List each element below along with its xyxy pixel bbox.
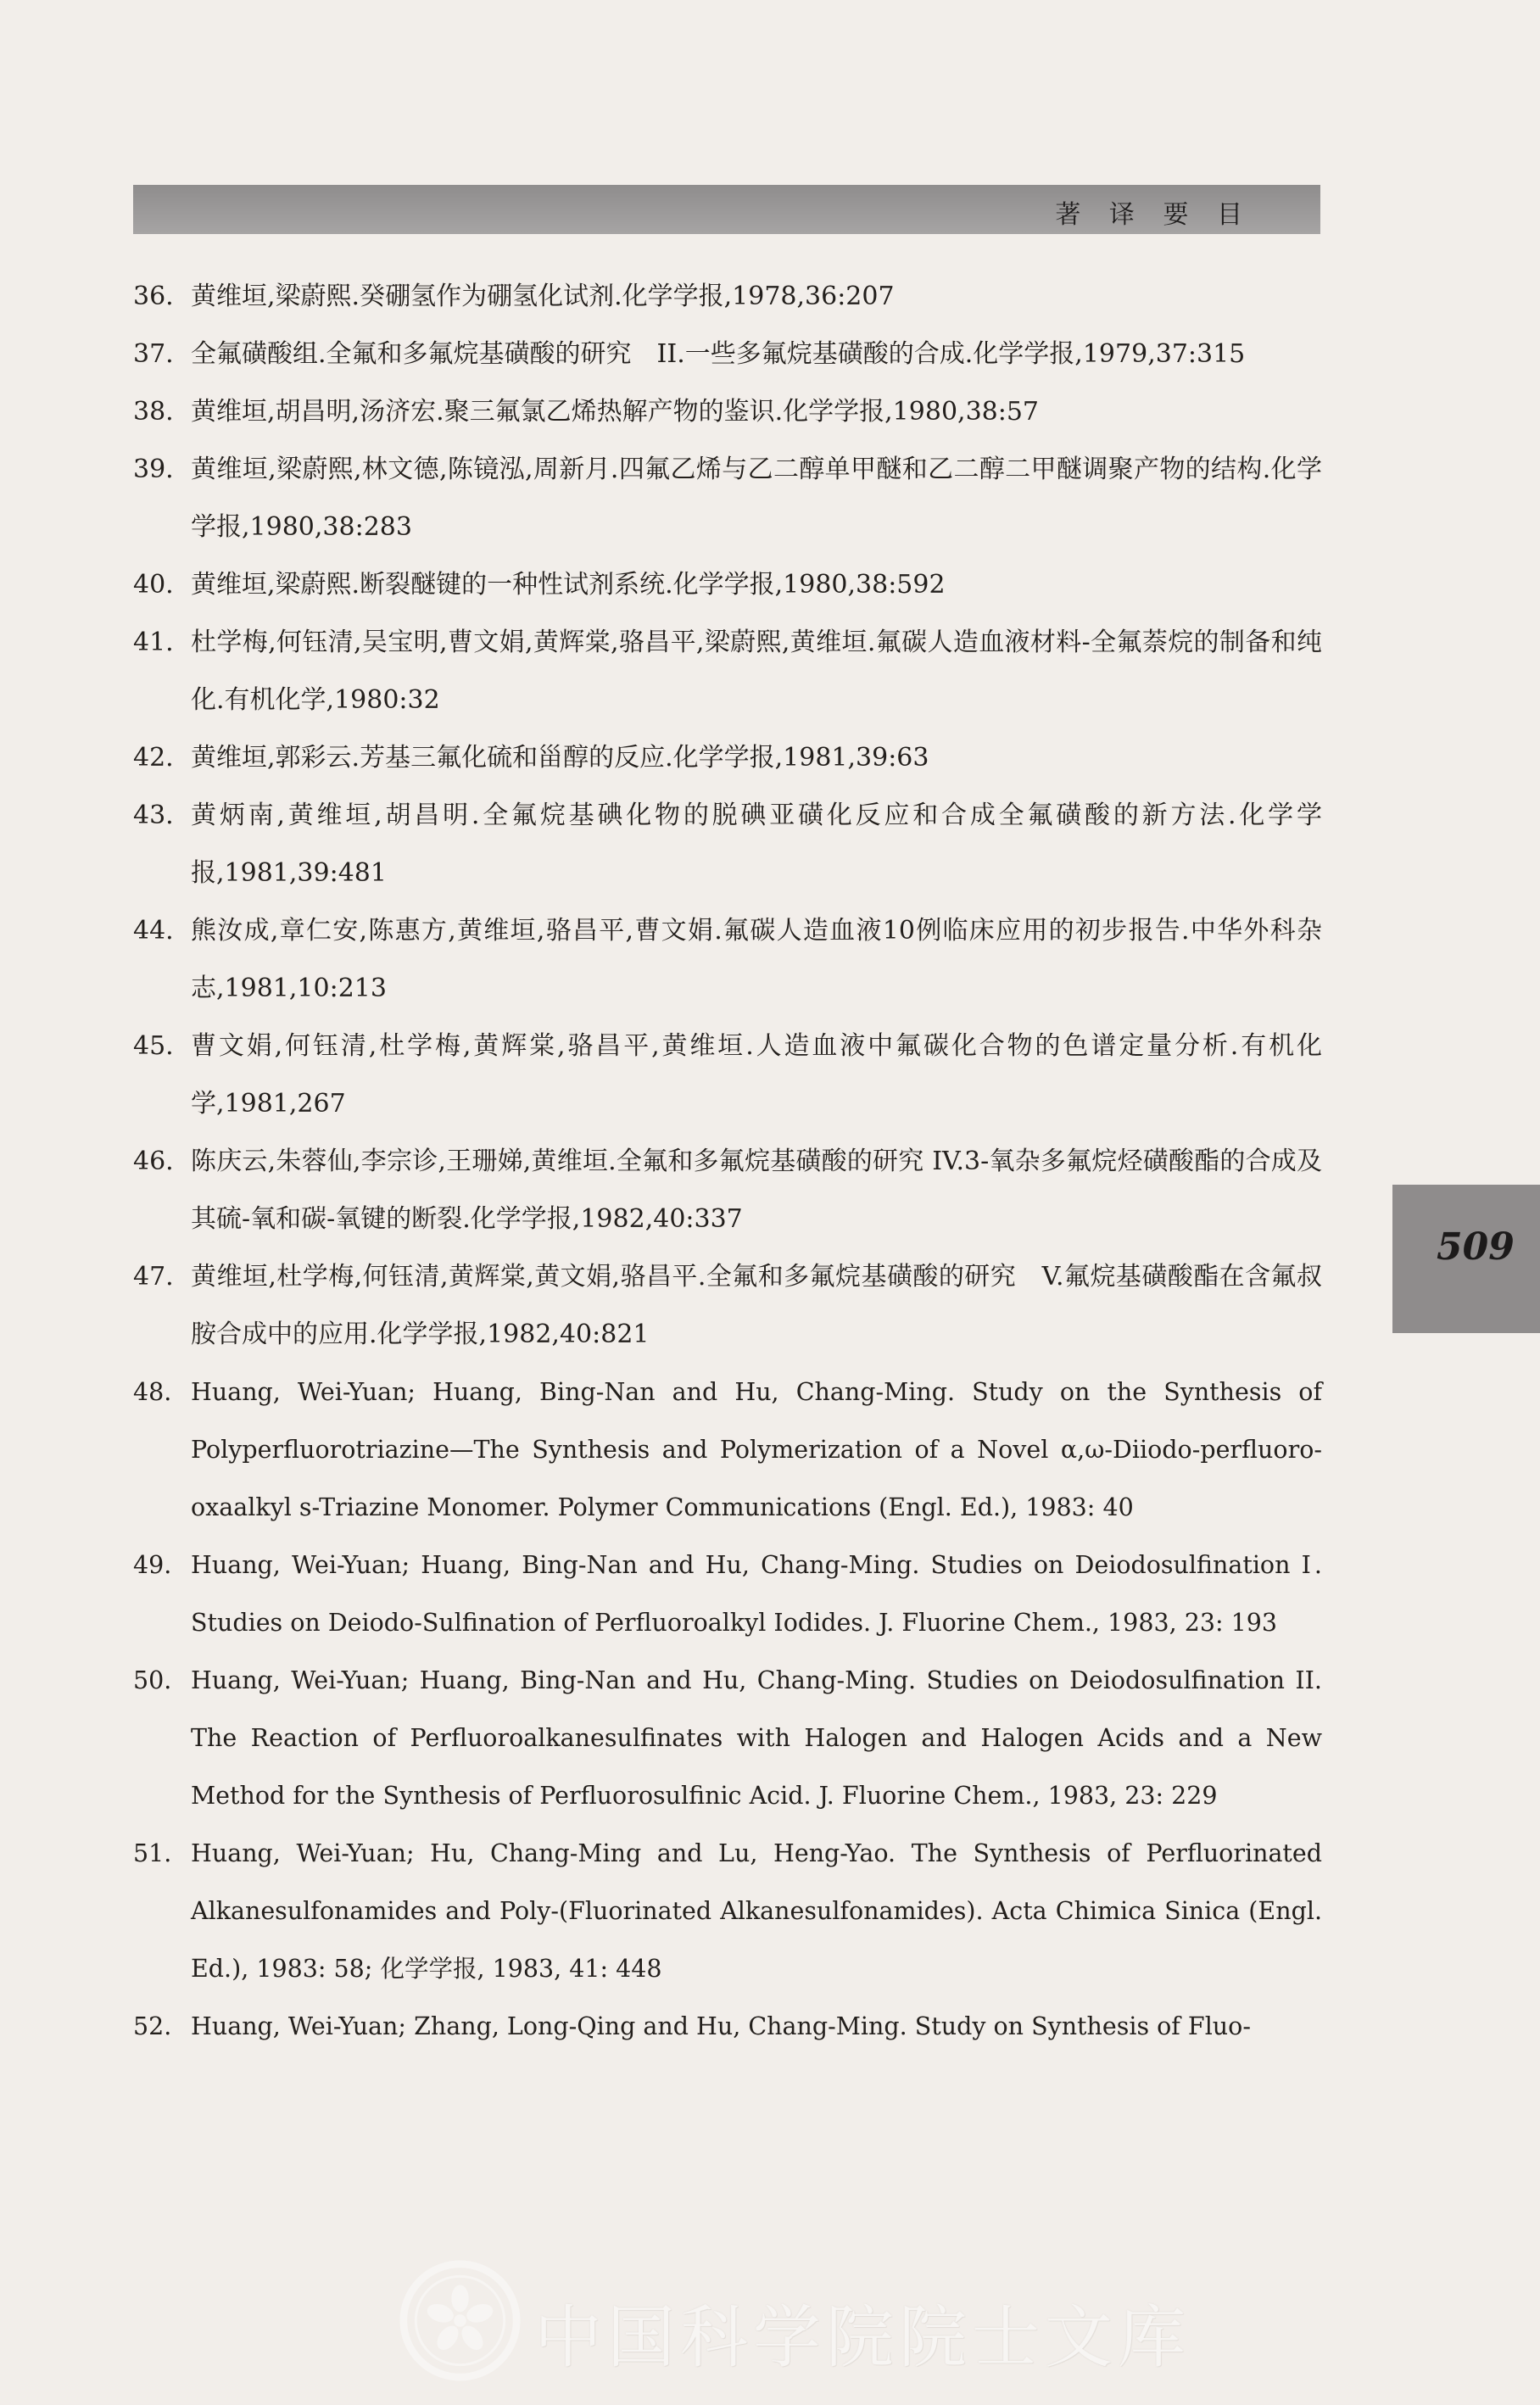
reference-text: 黄维垣,梁蔚熙.断裂醚键的一种性试剂系统.化学学报,1980,38:592 [191, 570, 946, 600]
reference-number: 38. [133, 397, 174, 427]
reference-entry [133, 787, 1322, 902]
reference-number: 42. [133, 743, 174, 773]
reference-entry [133, 729, 1322, 787]
reference-text: 黄维垣,杜学梅,何钰清,黄辉棠,黄文娟,骆昌平.全氟和多氟烷基磺酸的研究 V.氟烷基磺酸酯在含氟叔胺合成中的应用.化学学报,1982,40:821 [191, 1262, 1322, 1349]
page-number: 509 [1437, 1225, 1515, 1269]
reference-text: 曹文娟,何钰清,杜学梅,黄辉棠,骆昌平,黄维垣.人造血液中氟碳化合物的色谱定量分析.有机化学,1981,267 [191, 1031, 1322, 1119]
reference-text: Huang, Wei-Yuan; Hu, Chang-Ming and Lu, Heng-Yao. The Synthesis of Perfluorinated Alkanesulfonamides and Poly-(Fluorinated Alkanesulfonamides). Acta Chimica Sinica (Engl. Ed.), 1983: 58; 化学学报, 1983, 41: 448 [191, 1839, 1322, 1983]
reference-entry [133, 556, 1322, 614]
reference-entry [133, 268, 1322, 326]
reference-list [133, 268, 1322, 2056]
reference-entry [133, 1018, 1322, 1133]
reference-number: 39. [133, 455, 174, 484]
reference-text: 陈庆云,朱蓉仙,李宗诊,王珊娣,黄维垣.全氟和多氟烷基磺酸的研究 IV.3-氧杂多氟烷烃磺酸酯的合成及其硫-氧和碳-氧键的断裂.化学学报,1982,40:337 [191, 1147, 1322, 1234]
reference-number: 37. [133, 339, 174, 369]
reference-number: 49. [133, 1551, 172, 1579]
reference-text: 全氟磺酸组.全氟和多氟烷基磺酸的研究 II.一些多氟烷基磺酸的合成.化学学报,1979,37:315 [191, 339, 1246, 369]
reference-text: 黄炳南,黄维垣,胡昌明.全氟烷基碘化物的脱碘亚磺化反应和合成全氟磺酸的新方法.化学学报,1981,39:481 [191, 801, 1322, 888]
running-header-title: 著 译 要 目 [1055, 200, 1253, 230]
page-number-tab [1392, 1185, 1540, 1333]
reference-entry [133, 1133, 1322, 1248]
watermark-text: 中国科学院院士文库 [534, 2298, 1191, 2377]
reference-text: 熊汝成,章仁安,陈惠方,黄维垣,骆昌平,曹文娟.氟碳人造血液10例临床应用的初步报告.中华外科杂志,1981,10:213 [191, 916, 1322, 1003]
reference-entry [133, 383, 1322, 441]
reference-text: 杜学梅,何钰清,吴宝明,曹文娟,黄辉棠,骆昌平,梁蔚熙,黄维垣.氟碳人造血液材料-全氟萘烷的制备和纯化.有机化学,1980:32 [191, 628, 1322, 715]
reference-number: 51. [133, 1839, 172, 1867]
academy-emblem-icon [399, 2259, 522, 2382]
reference-number: 47. [133, 1262, 174, 1292]
reference-number: 41. [133, 628, 174, 657]
reference-text: 黄维垣,胡昌明,汤济宏.聚三氟氯乙烯热解产物的鉴识.化学学报,1980,38:57 [191, 397, 1040, 427]
reference-entry [133, 1998, 1322, 2056]
reference-number: 52. [133, 2012, 172, 2040]
reference-entry [133, 1364, 1322, 1537]
reference-entry [133, 326, 1322, 383]
reference-entry [133, 1652, 1322, 1825]
reference-number: 40. [133, 570, 174, 600]
reference-number: 50. [133, 1666, 172, 1694]
watermark [399, 2259, 1213, 2386]
reference-entry [133, 902, 1322, 1018]
reference-number: 44. [133, 916, 174, 946]
reference-text: Huang, Wei-Yuan; Zhang, Long-Qing and Hu, Chang-Ming. Study on Synthesis of Fluo- [191, 2012, 1251, 2040]
reference-text: Huang, Wei-Yuan; Huang, Bing-Nan and Hu, Chang-Ming. Studies on Deiodosulfination Ⅰ. Studies on Deiodo-Sulfination of Perfluoroalkyl Iodides. J. Fluorine Chem., 1983, 23: 193 [191, 1551, 1322, 1637]
reference-entry [133, 441, 1322, 556]
reference-entry [133, 1825, 1322, 1998]
reference-number: 43. [133, 801, 174, 830]
reference-number: 46. [133, 1147, 174, 1176]
reference-number: 36. [133, 282, 174, 311]
reference-number: 48. [133, 1378, 172, 1406]
reference-text: 黄维垣,郭彩云.芳基三氟化硫和甾醇的反应.化学学报,1981,39:63 [191, 743, 929, 773]
reference-text: 黄维垣,梁蔚熙,林文德,陈镜泓,周新月.四氟乙烯与乙二醇单甲醚和乙二醇二甲醚调聚产物的结构.化学学报,1980,38:283 [191, 455, 1322, 542]
reference-entry [133, 614, 1322, 729]
reference-entry [133, 1537, 1322, 1652]
reference-number: 45. [133, 1031, 174, 1061]
reference-text: 黄维垣,梁蔚熙.癸硼氢作为硼氢化试剂.化学学报,1978,36:207 [191, 282, 895, 311]
reference-entry [133, 1248, 1322, 1364]
reference-text: Huang, Wei-Yuan; Huang, Bing-Nan and Hu, Chang-Ming. Studies on Deiodosulfination II. The Reaction of Perfluoroalkanesulfinates with Halogen and Halogen Acids and a New Method for the Synthesis of Perfluorosulfinic Acid. J. Fluorine Chem., 1983, 23: 229 [191, 1666, 1322, 1810]
running-header-bar [133, 185, 1320, 234]
reference-text: Huang, Wei-Yuan; Huang, Bing-Nan and Hu, Chang-Ming. Study on the Synthesis of Polyperfluorotriazine—The Synthesis and Polymerization of a Novel α,ω-Diiodo-perfluoro-oxaalkyl s-Triazine Monomer. Polymer Communications (Engl. Ed.), 1983: 40 [191, 1378, 1322, 1521]
